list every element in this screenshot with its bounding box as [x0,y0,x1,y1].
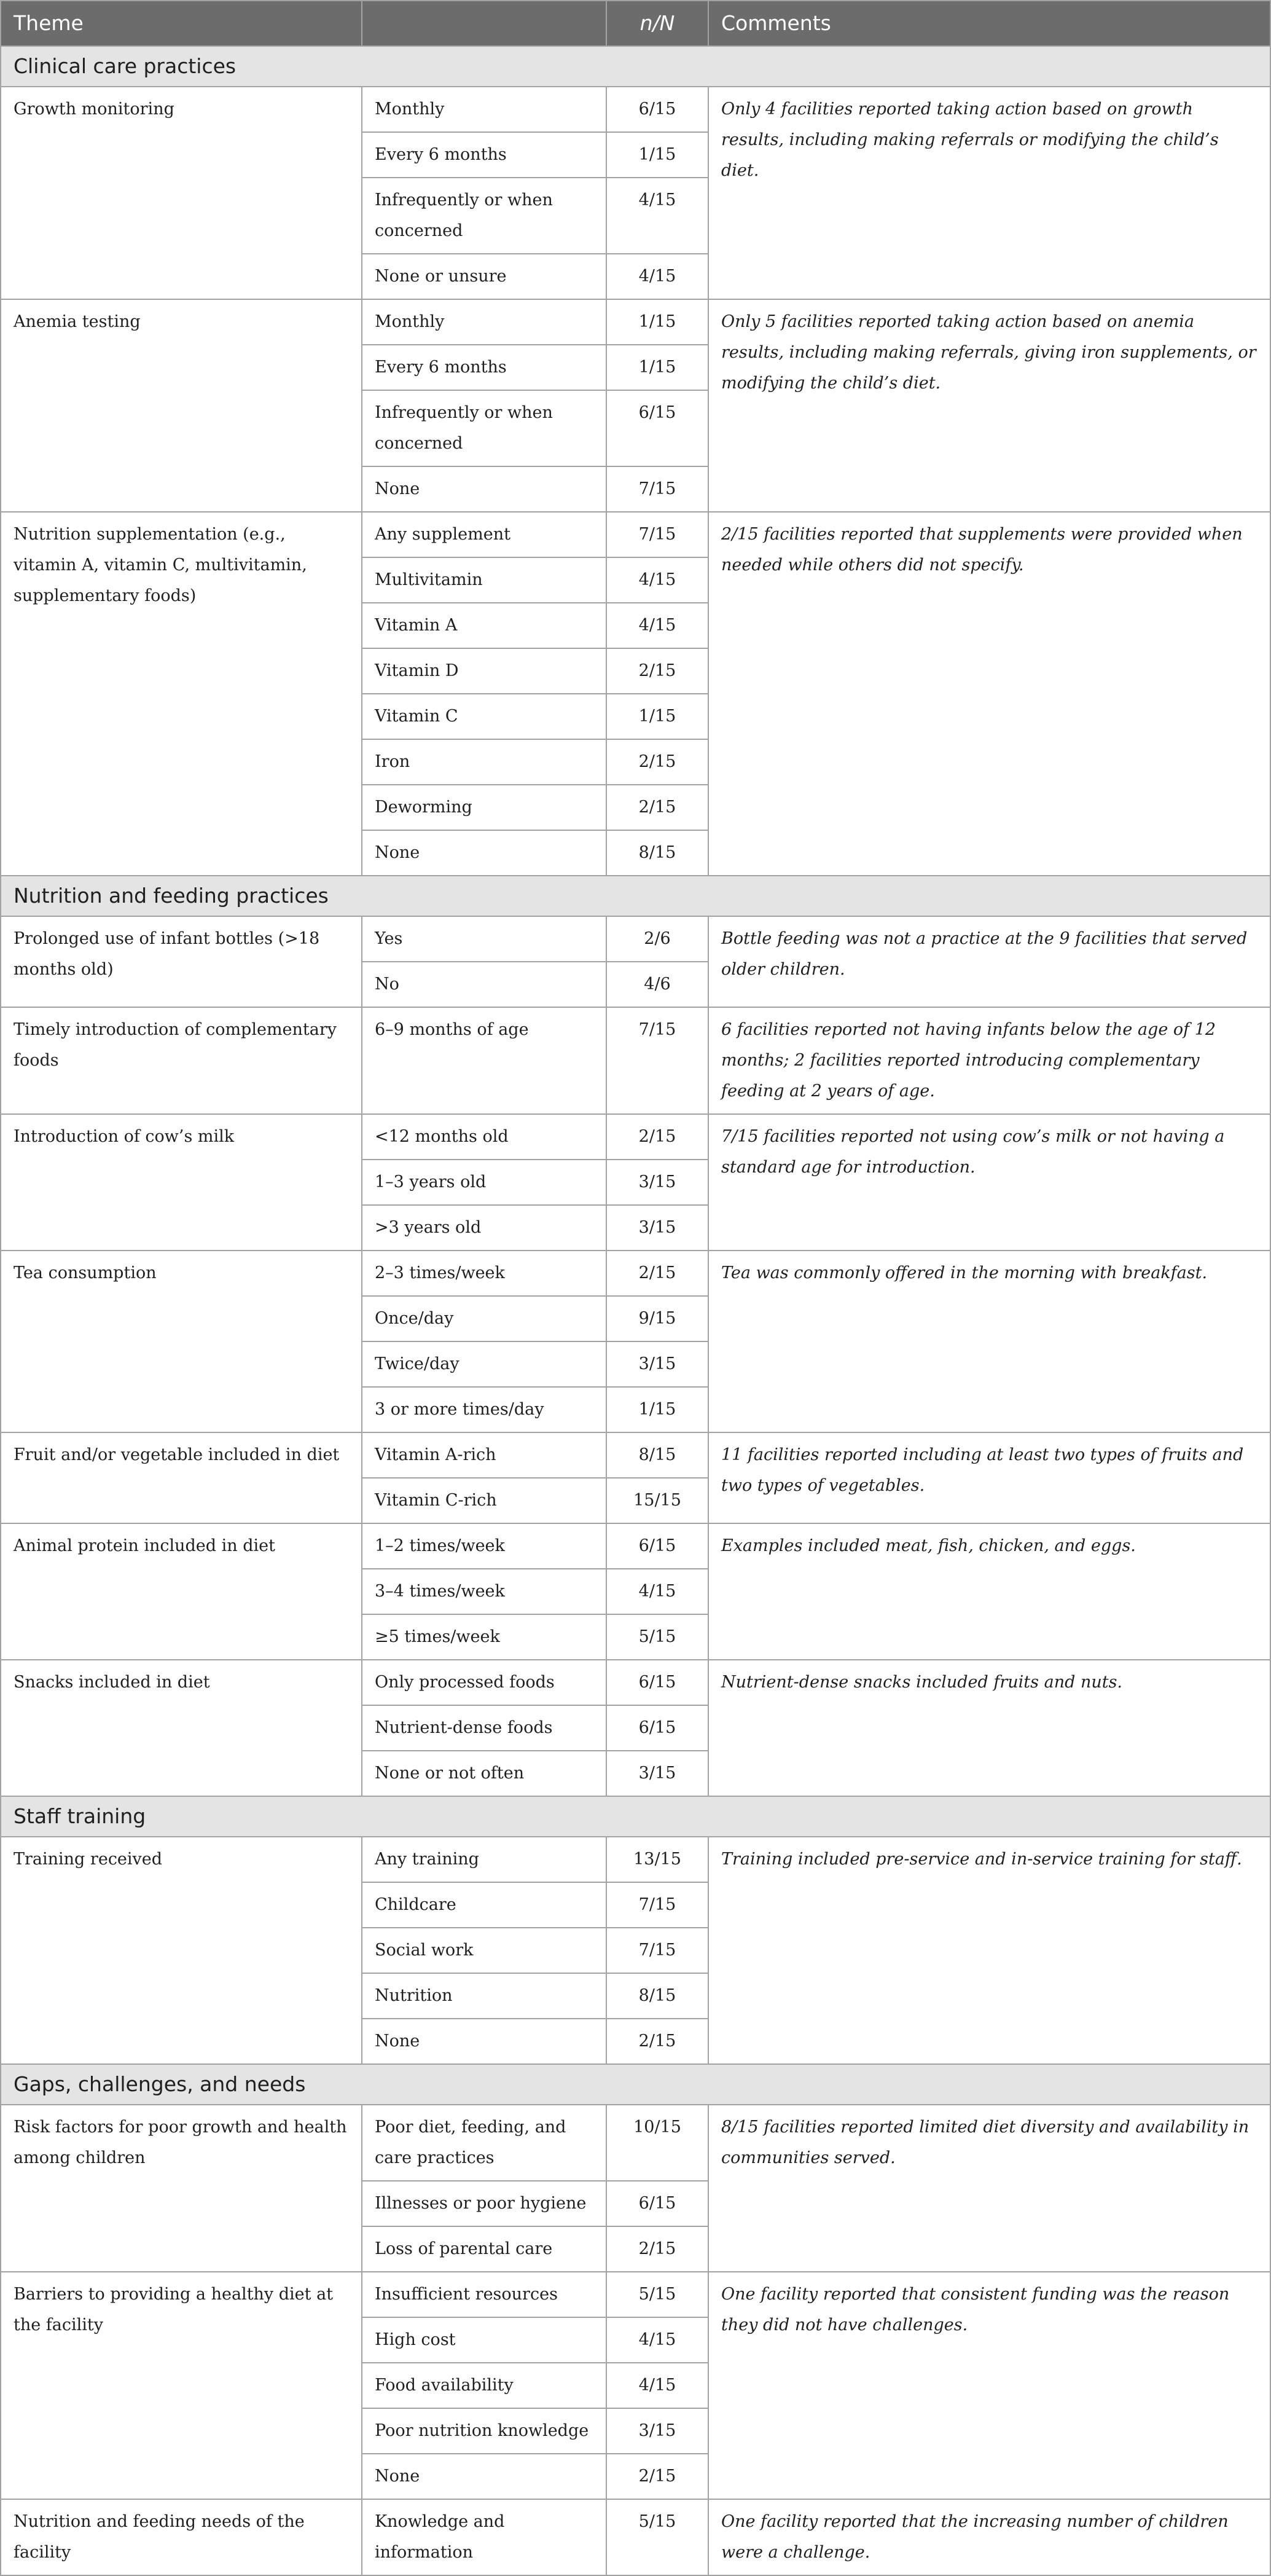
option-cell: Vitamin D [362,648,606,694]
value-cell: 4/15 [606,1569,708,1614]
table-row [1,2272,1270,2317]
option-cell: Every 6 months [362,132,606,178]
option-cell: None [362,466,606,512]
value-cell: 9/15 [606,1296,708,1341]
value-cell: 6/15 [606,390,708,466]
option-cell: Infrequently or when concerned [362,178,606,254]
value-cell: 2/15 [606,1251,708,1296]
option-cell: Loss of parental care [362,2226,606,2272]
option-cell: <12 months old [362,1114,606,1160]
table-row [1,1660,1270,1705]
option-cell: Nutrition [362,1973,606,2019]
table-row [1,1837,1270,1882]
value-cell: 1/15 [606,299,708,345]
option-cell: Nutrient-dense foods [362,1705,606,1751]
option-cell: Twice/day [362,1341,606,1387]
theme-cell: Nutrition and feeding needs of the facility [1,2499,362,2575]
table-row [1,2105,1270,2181]
value-cell: 2/15 [606,648,708,694]
value-cell: 15/15 [606,1478,708,1523]
option-cell: Vitamin C-rich [362,1478,606,1523]
value-cell: 4/15 [606,2363,708,2408]
option-cell: Social work [362,1928,606,1973]
value-cell: 2/15 [606,1114,708,1160]
value-cell: 3/15 [606,2408,708,2454]
value-cell: 4/15 [606,254,708,299]
value-cell: 2/15 [606,2226,708,2272]
section-row [1,46,1270,87]
option-cell: No [362,962,606,1007]
theme-cell: Introduction of cow’s milk [1,1114,362,1251]
option-cell: Monthly [362,87,606,132]
value-cell: 2/15 [606,739,708,785]
comment-cell: Examples included meat, fish, chicken, and eggs. [708,1523,1270,1660]
value-cell: 3/15 [606,1205,708,1251]
option-cell: None or not often [362,1751,606,1796]
option-cell: Childcare [362,1882,606,1928]
value-cell: 4/15 [606,178,708,254]
value-cell: 13/15 [606,1837,708,1882]
option-cell: 3 or more times/day [362,1387,606,1432]
value-cell: 1/15 [606,694,708,739]
value-cell: 1/15 [606,345,708,390]
value-cell: 2/15 [606,2454,708,2499]
option-cell: 1–3 years old [362,1160,606,1205]
option-cell: None [362,2019,606,2064]
header-nn: n/N [606,1,708,46]
comment-cell: 8/15 facilities reported limited diet diversity and availability in communities served. [708,2105,1270,2272]
option-cell: Illnesses or poor hygiene [362,2181,606,2226]
option-cell: None or unsure [362,254,606,299]
header-blank [362,1,606,46]
comment-cell: Nutrient-dense snacks included fruits and nuts. [708,1660,1270,1796]
option-cell: 3–4 times/week [362,1569,606,1614]
comment-cell: 2/15 facilities reported that supplements were provided when needed while others did not specify. [708,512,1270,876]
theme-cell: Nutrition supplementation (e.g., vitamin A, vitamin C, multivitamin, supplementary foods) [1,512,362,876]
value-cell: 6/15 [606,1523,708,1569]
value-cell: 4/15 [606,557,708,603]
table-row [1,87,1270,132]
value-cell: 6/15 [606,87,708,132]
option-cell: Knowledge and information [362,2499,606,2575]
header-comments: Comments [708,1,1270,46]
option-cell: 2–3 times/week [362,1251,606,1296]
value-cell: 6/15 [606,1660,708,1705]
table-row [1,1114,1270,1160]
section-row [1,2064,1270,2105]
option-cell: 6–9 months of age [362,1007,606,1114]
option-cell: Infrequently or when concerned [362,390,606,466]
table-row [1,1007,1270,1114]
table-row [1,1432,1270,1478]
option-cell: 1–2 times/week [362,1523,606,1569]
value-cell: 3/15 [606,1160,708,1205]
value-cell: 2/15 [606,2019,708,2064]
value-cell: 4/6 [606,962,708,1007]
theme-cell: Prolonged use of infant bottles (>18 months old) [1,916,362,1007]
value-cell: 7/15 [606,466,708,512]
comment-cell: 7/15 facilities reported not using cow’s milk or not having a standard age for introduction. [708,1114,1270,1251]
option-cell: Vitamin A-rich [362,1432,606,1478]
option-cell: Insufficient resources [362,2272,606,2317]
theme-cell: Animal protein included in diet [1,1523,362,1660]
value-cell: 8/15 [606,1432,708,1478]
comment-cell: 6 facilities reported not having infants below the age of 12 months; 2 facilities reported introducing complementary feeding at 2 years of age. [708,1007,1270,1114]
section-row [1,1796,1270,1837]
theme-cell: Snacks included in diet [1,1660,362,1796]
table-body [1,46,1270,2575]
value-cell: 8/15 [606,1973,708,2019]
value-cell: 4/15 [606,603,708,648]
comment-cell: Bottle feeding was not a practice at the 9 facilities that served older children. [708,916,1270,1007]
option-cell: Vitamin A [362,603,606,648]
table-row [1,512,1270,557]
value-cell: 1/15 [606,132,708,178]
option-cell: None [362,830,606,876]
comment-cell: Only 4 facilities reported taking action based on growth results, including making referrals or modifying the child’s diet. [708,87,1270,299]
section-row [1,876,1270,916]
value-cell: 7/15 [606,1882,708,1928]
value-cell: 7/15 [606,1007,708,1114]
comment-cell: Tea was commonly offered in the morning with breakfast. [708,1251,1270,1432]
value-cell: 7/15 [606,1928,708,1973]
value-cell: 7/15 [606,512,708,557]
value-cell: 2/15 [606,785,708,830]
option-cell: Any training [362,1837,606,1882]
value-cell: 4/15 [606,2317,708,2363]
value-cell: 10/15 [606,2105,708,2181]
option-cell: Deworming [362,785,606,830]
theme-cell: Tea consumption [1,1251,362,1432]
option-cell: None [362,2454,606,2499]
comment-cell: Only 5 facilities reported taking action based on anemia results, including making referrals, giving iron supplements, or modifying the child’s diet. [708,299,1270,512]
header-row [1,1,1270,46]
theme-cell: Anemia testing [1,299,362,512]
option-cell: ≥5 times/week [362,1614,606,1660]
option-cell: Monthly [362,299,606,345]
comment-cell: One facility reported that consistent funding was the reason they did not have challenges. [708,2272,1270,2499]
table-row [1,1251,1270,1296]
theme-cell: Growth monitoring [1,87,362,299]
option-cell: Every 6 months [362,345,606,390]
table-row [1,299,1270,345]
option-cell: Only processed foods [362,1660,606,1705]
option-cell: Yes [362,916,606,962]
option-cell: High cost [362,2317,606,2363]
value-cell: 8/15 [606,830,708,876]
comment-cell: Training included pre-service and in-service training for staff. [708,1837,1270,2064]
value-cell: 6/15 [606,2181,708,2226]
header-theme: Theme [1,1,362,46]
option-cell: Poor nutrition knowledge [362,2408,606,2454]
option-cell: Once/day [362,1296,606,1341]
option-cell: Iron [362,739,606,785]
value-cell: 6/15 [606,1705,708,1751]
option-cell: Poor diet, feeding, and care practices [362,2105,606,2181]
section-title: Nutrition and feeding practices [1,876,1270,916]
section-title: Clinical care practices [1,46,1270,87]
section-title: Staff training [1,1796,1270,1837]
theme-cell: Fruit and/or vegetable included in diet [1,1432,362,1523]
table-row [1,1523,1270,1569]
option-cell: Any supplement [362,512,606,557]
option-cell: Food availability [362,2363,606,2408]
value-cell: 5/15 [606,2499,708,2575]
theme-cell: Barriers to providing a healthy diet at the facility [1,2272,362,2499]
option-cell: Vitamin C [362,694,606,739]
section-title: Gaps, challenges, and needs [1,2064,1270,2105]
value-cell: 1/15 [606,1387,708,1432]
value-cell: 3/15 [606,1341,708,1387]
comment-cell: 11 facilities reported including at least two types of fruits and two types of vegetables. [708,1432,1270,1523]
theme-cell: Risk factors for poor growth and health among children [1,2105,362,2272]
value-cell: 5/15 [606,2272,708,2317]
value-cell: 3/15 [606,1751,708,1796]
value-cell: 2/6 [606,916,708,962]
theme-cell: Training received [1,1837,362,2064]
option-cell: Multivitamin [362,557,606,603]
theme-cell: Timely introduction of complementary foods [1,1007,362,1114]
table-row [1,2499,1270,2575]
value-cell: 5/15 [606,1614,708,1660]
table-row [1,916,1270,962]
option-cell: >3 years old [362,1205,606,1251]
comment-cell: One facility reported that the increasing number of children were a challenge. [708,2499,1270,2575]
